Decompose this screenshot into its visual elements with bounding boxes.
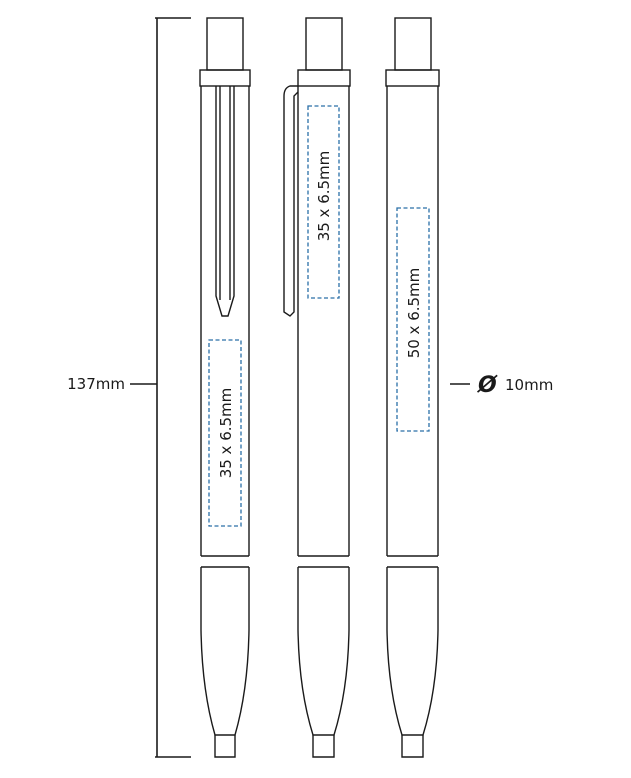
pen-tip-cone xyxy=(298,567,349,735)
pen-front-view xyxy=(200,18,250,757)
print-area-side-label: 35 x 6.5mm xyxy=(315,150,333,242)
clip xyxy=(216,86,234,316)
clip xyxy=(284,86,298,316)
push-button xyxy=(306,18,342,70)
pen-side-view xyxy=(284,18,350,757)
pen-back-view xyxy=(386,18,439,757)
length-label: 137mm xyxy=(67,375,125,393)
print-area-front xyxy=(209,340,241,526)
print-area-side xyxy=(308,106,339,298)
pen-tip-cone xyxy=(201,567,249,735)
print-area-back xyxy=(397,208,429,431)
print-area-front-label: 35 x 6.5mm xyxy=(217,387,235,479)
push-button xyxy=(395,18,431,70)
length-dimension xyxy=(67,18,191,757)
top-ring xyxy=(298,70,350,86)
push-button xyxy=(207,18,243,70)
diameter-symbol: Ø xyxy=(478,373,497,398)
pen-tip-cone xyxy=(387,567,438,735)
pen-tip xyxy=(402,735,423,757)
print-area-back-label: 50 x 6.5mm xyxy=(405,267,423,359)
top-ring xyxy=(200,70,250,86)
diameter-label: 10mm xyxy=(505,376,554,394)
pen-tip xyxy=(313,735,334,757)
top-ring xyxy=(386,70,439,86)
diameter-dimension xyxy=(450,373,553,398)
pen-barrel xyxy=(201,86,249,556)
pen-tip xyxy=(215,735,235,757)
